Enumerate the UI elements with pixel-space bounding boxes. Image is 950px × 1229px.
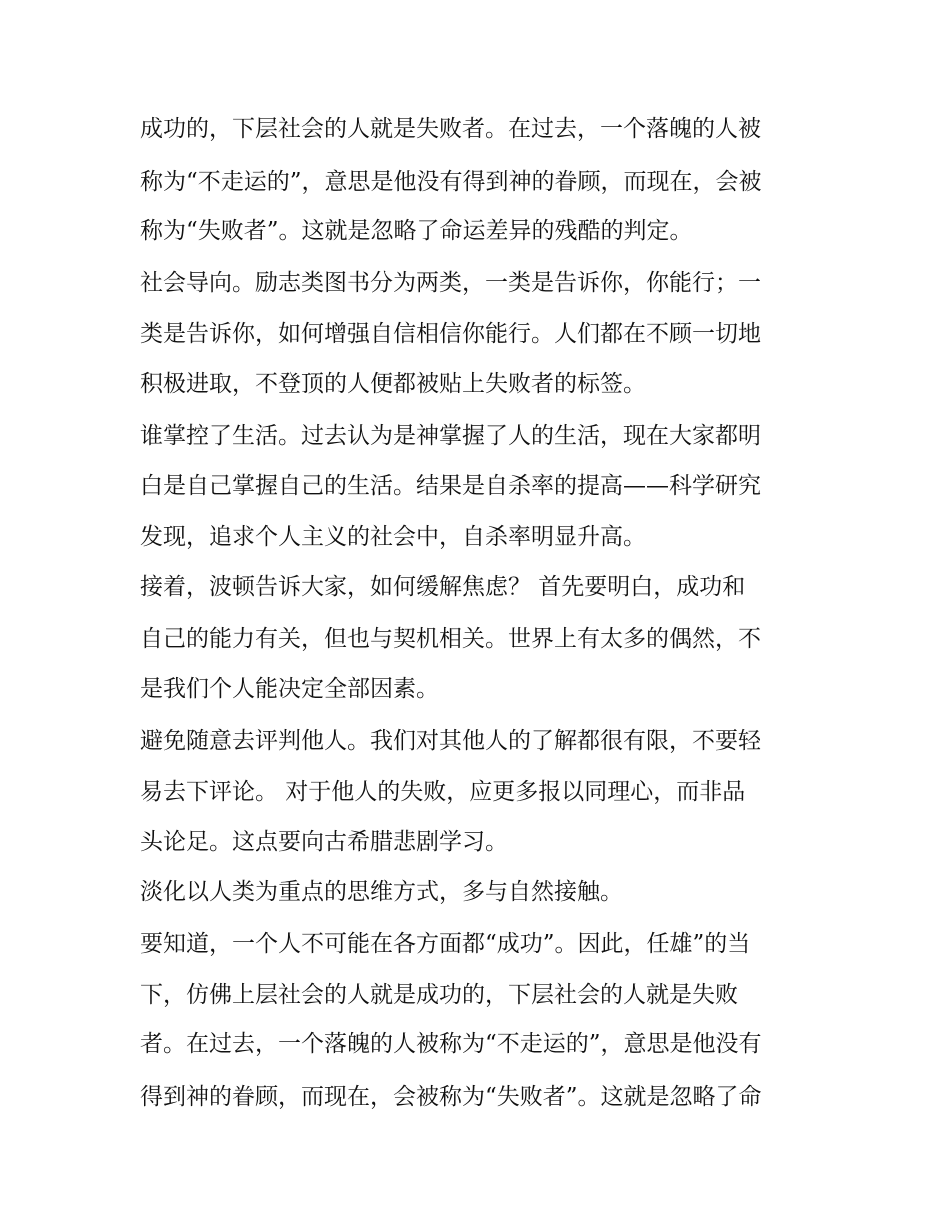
text-line: 易去下评论。 对于他人的失败，应更多报以同理心，而非品 [140,779,746,805]
text-line: 头论足。这点要向古希腊悲剧学习。 [140,829,508,855]
text-line: 社会导向。励志类图书分为两类，一类是告诉你，你能行；一 [140,270,761,296]
text-line: 是我们个人能决定全部因素。 [140,676,439,702]
text-line: 谁掌控了生活。过去认为是神掌握了人的生活，现在大家都明 [140,423,761,449]
text-line: 淡化以人类为重点的思维方式，多与自然接触。 [140,879,623,905]
text-line: 称为“失败者”。这就是忽略了命运差异的残酷的判定。 [140,218,693,244]
text-line: 自己的能力有关，但也与契机相关。世界上有太多的偶然，不 [140,626,761,652]
text-line: 积极进取，不登顶的人便都被贴上失败者的标签。 [140,371,646,397]
text-line: 避免随意去评判他人。我们对其他人的了解都很有限，不要轻 [140,728,761,754]
text-line: 称为“不走运的”，意思是他没有得到神的眷顾，而现在，会被 [140,169,762,195]
text-line: 得到神的眷顾，而现在，会被称为“失败者”。这就是忽略了命 [140,1084,762,1110]
text-line: 发现，追求个人主义的社会中，自杀率明显升高。 [140,524,646,550]
text-line: 者。在过去，一个落魄的人被称为“不走运的”，意思是他没有 [140,1031,762,1057]
text-line: 成功的，下层社会的人就是失败者。在过去，一个落魄的人被 [140,116,761,142]
text-line: 类是告诉你，如何增强自信相信你能行。人们都在不顾一切地 [140,321,761,347]
text-line: 下，仿佛上层社会的人就是成功的，下层社会的人就是失败 [140,982,738,1008]
text-line: 白是自己掌握自己的生活。结果是自杀率的提高——科学研究 [140,473,761,499]
text-line: 要知道，一个人不可能在各方面都“成功”。因此，任雄”的当 [140,931,751,957]
text-line: 接着，波顿告诉大家，如何缓解焦虑？ 首先要明白，成功和 [140,574,746,600]
